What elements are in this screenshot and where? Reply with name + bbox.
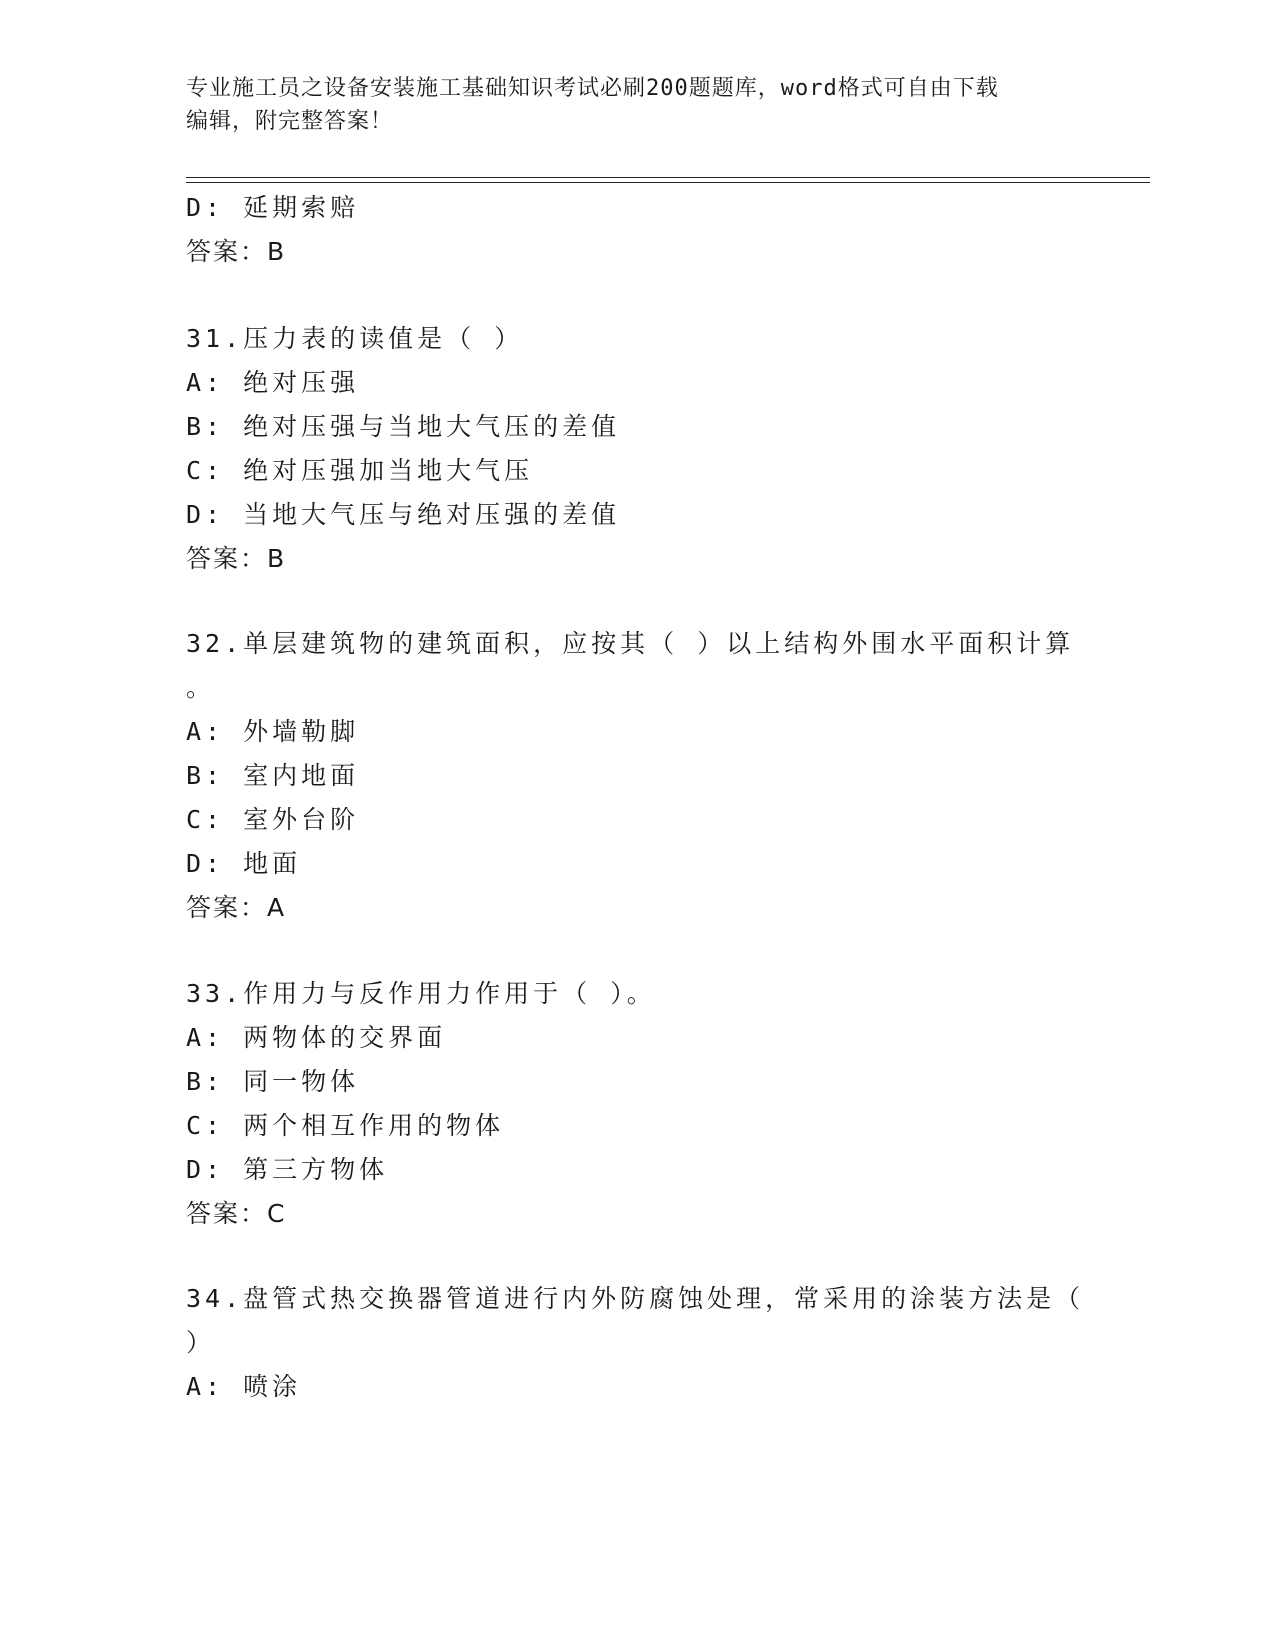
header-title-line-2: 编辑，附完整答案！ <box>186 109 394 134</box>
question-32-answer: 答案：A <box>186 893 287 922</box>
header-divider-bottom <box>186 182 1150 183</box>
header-divider-top <box>186 177 1150 178</box>
prev-question-answer: 答案：B <box>186 237 287 266</box>
question-31-option-a: A: 绝对压强 <box>186 368 360 397</box>
question-34-stem: 34.盘管式热交换器管道进行内外防腐蚀处理，常采用的涂装方法是（ <box>186 1284 1085 1313</box>
question-33-answer: 答案：C <box>186 1199 287 1228</box>
question-32-option-c: C: 室外台阶 <box>186 805 360 834</box>
question-32-stem-continuation: 。 <box>186 673 216 702</box>
document-header <box>186 72 1066 138</box>
question-31-option-b: B: 绝对压强与当地大气压的差值 <box>186 412 621 441</box>
question-32-option-a: A: 外墙勒脚 <box>186 717 360 746</box>
question-32-option-d: D: 地面 <box>186 849 302 878</box>
question-33-option-c: C: 两个相互作用的物体 <box>186 1111 505 1140</box>
question-33-option-b: B: 同一物体 <box>186 1067 360 1096</box>
header-title-line-1: 专业施工员之设备安装施工基础知识考试必刷200题题库，word格式可自由下载 <box>186 76 999 101</box>
question-34-option-a: A: 喷涂 <box>186 1372 302 1401</box>
question-31-stem: 31.压力表的读值是（ ） <box>186 324 524 353</box>
prev-question-option-d: D: 延期索赔 <box>186 193 360 222</box>
question-33-stem: 33.作用力与反作用力作用于（ ）。 <box>186 979 656 1008</box>
question-31-option-c: C: 绝对压强加当地大气压 <box>186 456 534 485</box>
question-31-answer: 答案：B <box>186 544 287 573</box>
question-34-stem-continuation: ） <box>186 1328 216 1357</box>
question-33-option-d: D: 第三方物体 <box>186 1155 389 1184</box>
question-31-option-d: D: 当地大气压与绝对压强的差值 <box>186 500 621 529</box>
question-32-option-b: B: 室内地面 <box>186 761 360 790</box>
question-33-option-a: A: 两物体的交界面 <box>186 1023 447 1052</box>
question-32-stem: 32.单层建筑物的建筑面积，应按其（ ）以上结构外围水平面积计算 <box>186 629 1075 658</box>
